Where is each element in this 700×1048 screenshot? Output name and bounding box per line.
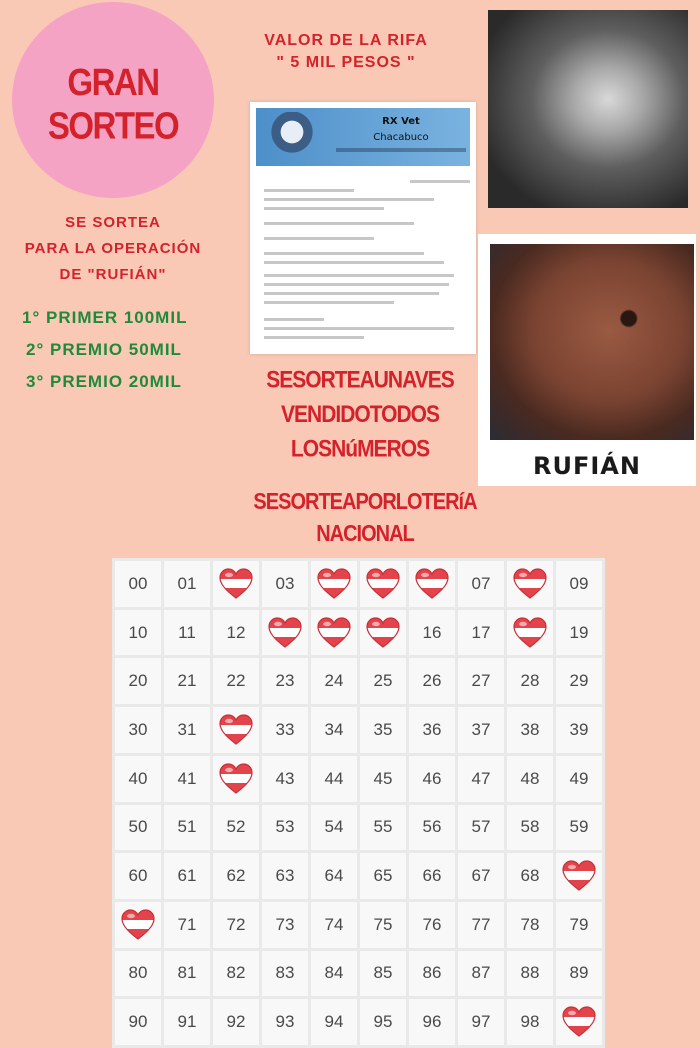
report-text-line xyxy=(264,198,434,201)
number-cell: 58 xyxy=(507,805,553,851)
report-text-line xyxy=(264,222,414,225)
number-cell: 25 xyxy=(360,658,406,704)
number-cell: 31 xyxy=(164,707,210,753)
report-text-line xyxy=(264,252,424,255)
number-cell: 11 xyxy=(164,610,210,656)
argentina-heart-icon xyxy=(513,568,547,600)
report-text-line xyxy=(264,318,324,321)
number-cell: 93 xyxy=(262,999,308,1045)
number-cell: 73 xyxy=(262,902,308,948)
argentina-heart-icon xyxy=(562,860,596,892)
number-cell: 46 xyxy=(409,756,455,802)
number-cell: 20 xyxy=(115,658,161,704)
number-cell: 29 xyxy=(556,658,602,704)
number-cell: 45 xyxy=(360,756,406,802)
number-cell: 71 xyxy=(164,902,210,948)
number-cell: 92 xyxy=(213,999,259,1045)
clinic-details-bar xyxy=(336,148,466,152)
number-cell: 65 xyxy=(360,853,406,899)
argentina-heart-icon xyxy=(317,617,351,649)
number-cell: 09 xyxy=(556,561,602,607)
number-cell-taken xyxy=(213,707,259,753)
condition-line: VENDIDOTODOS xyxy=(281,401,439,428)
number-cell: 28 xyxy=(507,658,553,704)
price-value: " 5 MIL PESOS " xyxy=(276,54,416,71)
number-cell: 48 xyxy=(507,756,553,802)
number-cell-taken xyxy=(556,999,602,1045)
report-text-line xyxy=(264,189,354,192)
report-text-line xyxy=(264,327,454,330)
number-cell: 10 xyxy=(115,610,161,656)
number-cell-taken xyxy=(311,561,357,607)
number-cell-taken xyxy=(360,561,406,607)
number-cell: 35 xyxy=(360,707,406,753)
number-cell: 79 xyxy=(556,902,602,948)
report-text-line xyxy=(264,274,454,277)
purpose-line: DE "RUFIÁN" xyxy=(59,266,167,283)
prize-item: 1° PRIMER 100MIL xyxy=(22,308,188,327)
report-text-line xyxy=(264,261,444,264)
number-cell: 01 xyxy=(164,561,210,607)
number-cell: 27 xyxy=(458,658,504,704)
number-cell: 86 xyxy=(409,951,455,997)
number-cell: 44 xyxy=(311,756,357,802)
raffle-price xyxy=(236,30,456,74)
number-cell: 40 xyxy=(115,756,161,802)
number-cell: 88 xyxy=(507,951,553,997)
number-cell: 07 xyxy=(458,561,504,607)
condition-line: SESORTEAUNAVES xyxy=(266,366,454,394)
purpose-line: PARA LA OPERACIÓN xyxy=(24,240,202,257)
argentina-heart-icon xyxy=(268,617,302,649)
number-cell: 51 xyxy=(164,805,210,851)
number-cell: 66 xyxy=(409,853,455,899)
argentina-heart-icon xyxy=(415,568,449,600)
dog-name: RUFIÁN xyxy=(533,452,641,480)
argentina-heart-icon xyxy=(121,909,155,941)
argentina-heart-icon xyxy=(562,1006,596,1038)
number-cell: 62 xyxy=(213,853,259,899)
number-cell: 22 xyxy=(213,658,259,704)
number-cell: 87 xyxy=(458,951,504,997)
number-cell-taken xyxy=(507,561,553,607)
number-cell: 41 xyxy=(164,756,210,802)
number-cell-taken xyxy=(213,561,259,607)
number-cell: 54 xyxy=(311,805,357,851)
clinic-city: Chacabuco xyxy=(373,132,429,143)
number-cell: 03 xyxy=(262,561,308,607)
number-cell: 16 xyxy=(409,610,455,656)
argentina-heart-icon xyxy=(219,568,253,600)
number-cell: 60 xyxy=(115,853,161,899)
number-cell-taken xyxy=(311,610,357,656)
number-cell: 37 xyxy=(458,707,504,753)
method-line: SESORTEAPORLOTERíA xyxy=(253,489,477,515)
number-cell: 82 xyxy=(213,951,259,997)
number-cell: 52 xyxy=(213,805,259,851)
number-cell: 53 xyxy=(262,805,308,851)
number-cell: 67 xyxy=(458,853,504,899)
number-cell: 91 xyxy=(164,999,210,1045)
number-grid xyxy=(112,558,605,1048)
number-cell: 95 xyxy=(360,999,406,1045)
number-cell-taken xyxy=(556,853,602,899)
number-cell: 80 xyxy=(115,951,161,997)
number-cell: 81 xyxy=(164,951,210,997)
number-cell: 50 xyxy=(115,805,161,851)
number-cell: 77 xyxy=(458,902,504,948)
argentina-heart-icon xyxy=(366,568,400,600)
number-cell: 89 xyxy=(556,951,602,997)
prize-list xyxy=(22,302,187,398)
number-cell: 24 xyxy=(311,658,357,704)
report-text-line xyxy=(264,301,394,304)
number-cell: 90 xyxy=(115,999,161,1045)
number-cell: 68 xyxy=(507,853,553,899)
number-cell: 49 xyxy=(556,756,602,802)
number-cell-taken xyxy=(507,610,553,656)
prize-item: 3° PREMIO 20MIL xyxy=(26,372,182,391)
number-cell: 72 xyxy=(213,902,259,948)
number-cell: 21 xyxy=(164,658,210,704)
number-cell: 61 xyxy=(164,853,210,899)
argentina-heart-icon xyxy=(317,568,351,600)
number-cell-taken xyxy=(213,756,259,802)
number-cell: 74 xyxy=(311,902,357,948)
number-cell: 56 xyxy=(409,805,455,851)
price-label: VALOR DE LA RIFA xyxy=(264,32,428,49)
number-cell: 84 xyxy=(311,951,357,997)
purpose-line: SE SORTEA xyxy=(65,214,161,231)
argentina-heart-icon xyxy=(366,617,400,649)
number-cell: 38 xyxy=(507,707,553,753)
number-cell: 94 xyxy=(311,999,357,1045)
number-cell: 43 xyxy=(262,756,308,802)
number-cell: 83 xyxy=(262,951,308,997)
number-cell: 00 xyxy=(115,561,161,607)
draw-method xyxy=(230,486,500,550)
number-cell: 39 xyxy=(556,707,602,753)
number-cell: 97 xyxy=(458,999,504,1045)
report-text-line xyxy=(264,207,384,210)
number-cell: 57 xyxy=(458,805,504,851)
number-cell: 64 xyxy=(311,853,357,899)
number-cell: 63 xyxy=(262,853,308,899)
argentina-heart-icon xyxy=(219,763,253,795)
condition-line: LOSNúMEROS xyxy=(290,435,430,463)
number-cell: 55 xyxy=(360,805,406,851)
report-text-line xyxy=(264,237,374,240)
number-cell-taken xyxy=(262,610,308,656)
clinic-logo-icon xyxy=(270,112,314,162)
number-cell: 78 xyxy=(507,902,553,948)
number-cell: 12 xyxy=(213,610,259,656)
number-cell: 26 xyxy=(409,658,455,704)
number-cell: 36 xyxy=(409,707,455,753)
clinic-name: RX Vet xyxy=(382,116,420,127)
report-text-line xyxy=(410,180,470,183)
page-title: GRAN SORTEO xyxy=(47,60,179,147)
number-cell: 59 xyxy=(556,805,602,851)
number-cell: 30 xyxy=(115,707,161,753)
xray-image xyxy=(488,10,688,208)
draw-condition xyxy=(250,363,470,467)
number-cell: 96 xyxy=(409,999,455,1045)
argentina-heart-icon xyxy=(513,617,547,649)
number-cell: 34 xyxy=(311,707,357,753)
number-cell-taken xyxy=(115,902,161,948)
number-cell: 19 xyxy=(556,610,602,656)
number-cell: 75 xyxy=(360,902,406,948)
number-cell: 76 xyxy=(409,902,455,948)
raffle-purpose xyxy=(0,210,226,288)
number-cell: 17 xyxy=(458,610,504,656)
report-text-line xyxy=(264,292,439,295)
number-cell: 85 xyxy=(360,951,406,997)
number-cell: 98 xyxy=(507,999,553,1045)
report-text-line xyxy=(264,283,449,286)
method-line: NACIONAL xyxy=(316,521,414,547)
argentina-heart-icon xyxy=(219,714,253,746)
dog-photo xyxy=(490,244,694,440)
report-header xyxy=(256,108,470,166)
number-cell-taken xyxy=(360,610,406,656)
vet-report-image xyxy=(250,102,476,354)
number-cell-taken xyxy=(409,561,455,607)
number-cell: 47 xyxy=(458,756,504,802)
report-text-line xyxy=(264,336,364,339)
number-cell: 33 xyxy=(262,707,308,753)
number-cell: 23 xyxy=(262,658,308,704)
prize-item: 2° PREMIO 50MIL xyxy=(26,340,182,359)
